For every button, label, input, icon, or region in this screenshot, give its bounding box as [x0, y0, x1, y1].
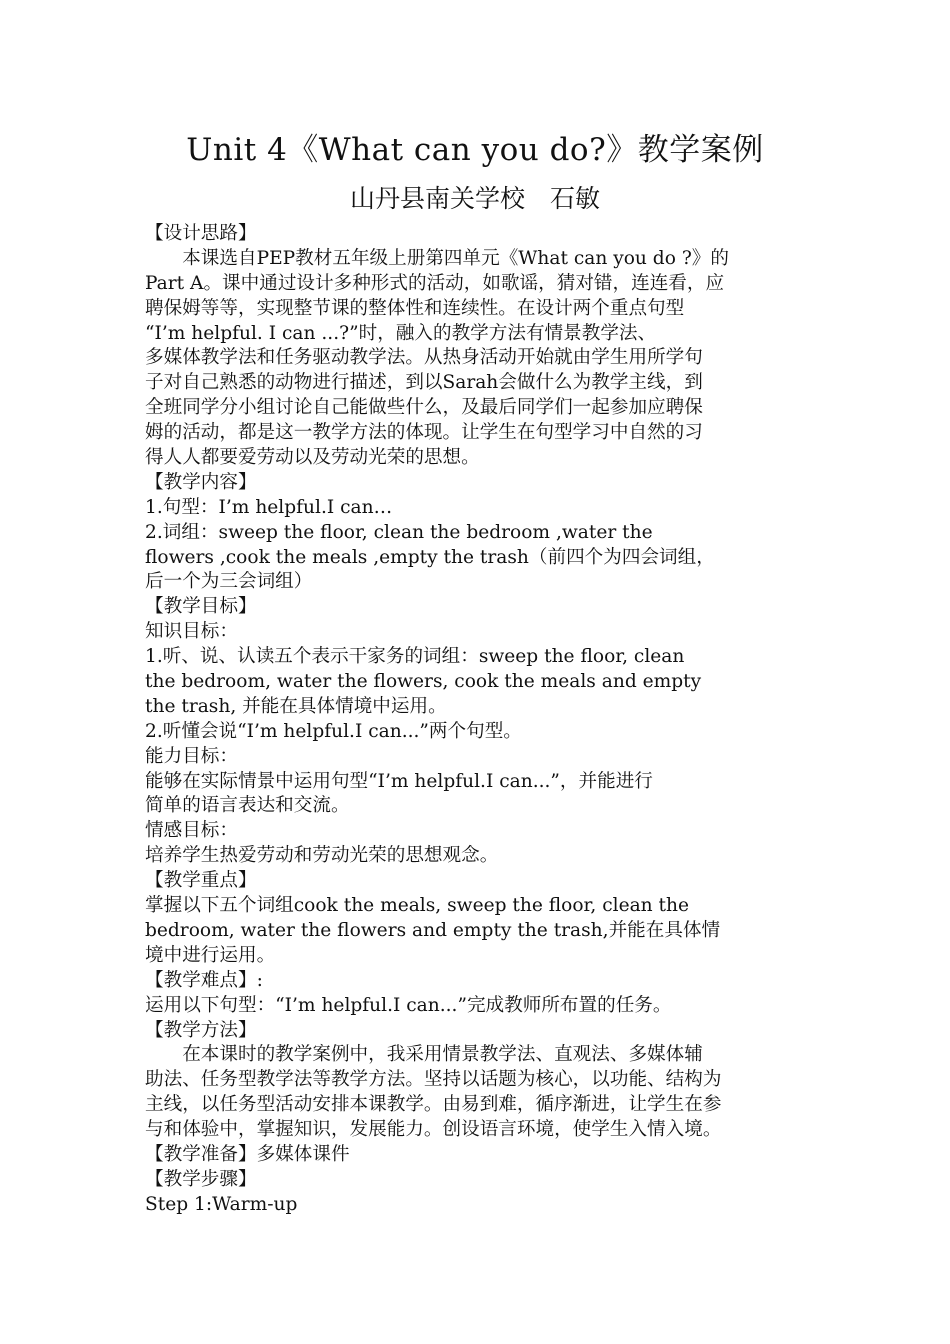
body-line: 2.听懂会说“I’m helpful.I can...”两个句型。 [145, 720, 522, 742]
body-line: 主线，以任务型活动安排本课教学。由易到难，循序渐进，让学生在参 [145, 1094, 722, 1116]
document-body [145, 222, 825, 1218]
body-line: 境中进行运用。 [145, 944, 276, 966]
body-line: flowers ,cook the meals ,empty the trash（前四个为四会词组， [145, 546, 715, 568]
body-line: 知识目标： [145, 621, 238, 643]
body-line: 聘保姆等等，实现整节课的整体性和连续性。在设计两个重点句型 [145, 297, 685, 319]
body-line: 【教学准备】多媒体课件 [145, 1143, 350, 1165]
body-line: 在本课时的教学案例中，我采用情景教学法、直观法、多媒体辅 [145, 1044, 703, 1066]
body-line: Part A。课中通过设计多种形式的活动，如歌谣，猜对错，连连看，应 [145, 272, 725, 294]
body-line: 助法、任务型教学法等教学方法。坚持以话题为核心，以功能、结构为 [145, 1069, 722, 1091]
body-line: 1.句型：I’m helpful.I can… [145, 496, 393, 518]
body-line: 【教学步骤】 [145, 1168, 257, 1190]
body-line: Step 1:Warm-up [145, 1193, 298, 1215]
body-line: 得人人都要爱劳动以及劳动光荣的思想。 [145, 447, 480, 469]
body-line: 能力目标： [145, 745, 238, 767]
body-line: 1.听、说、认读五个表示干家务的词组：sweep the floor, clean [145, 646, 685, 668]
body-line: 本课选自PEP教材五年级上册第四单元《What can you do ?》的 [145, 247, 729, 269]
body-line: 姆的活动，都是这一教学方法的体现。让学生在句型学习中自然的习 [145, 422, 703, 444]
body-line: 【教学目标】 [145, 596, 257, 618]
body-line: 【教学难点】: [145, 969, 263, 991]
body-line: 后一个为三会词组） [145, 571, 313, 593]
body-line: 运用以下句型：“I’m helpful.I can...”完成教师所布置的任务。 [145, 994, 672, 1016]
body-line: 2.词组：sweep the floor, clean the bedroom ,water the [145, 521, 653, 543]
body-line: 【教学重点】 [145, 870, 257, 892]
author-line: 山丹县南关学校 石敏 [349, 184, 600, 213]
body-line: 多媒体教学法和任务驱动教学法。从热身活动开始就由学生用所学句 [145, 347, 703, 369]
body-line: 培养学生热爱劳动和劳动光荣的思想观念。 [145, 845, 499, 867]
body-line: 简单的语言表达和交流。 [145, 795, 350, 817]
document-title: Unit 4《What can you do?》教学案例 [186, 132, 764, 168]
body-line: 【设计思路】 [145, 223, 257, 244]
body-line: 【教学方法】 [145, 1019, 257, 1041]
body-line: 【教学内容】 [145, 471, 257, 493]
body-line: “I’m helpful. I can ...?”时，融入的教学方法有情景教学法、 [145, 322, 657, 344]
body-line: 情感目标： [145, 820, 238, 842]
body-line: 掌握以下五个词组cook the meals, sweep the floor, clean the [145, 895, 690, 917]
body-line: 子对自己熟悉的动物进行描述，到以Sarah会做什么为教学主线，到 [145, 372, 703, 394]
body-line: the trash, 并能在具体情境中运用。 [145, 695, 447, 717]
body-line: 能够在实际情景中运用句型“I’m helpful.I can...”，并能进行 [145, 770, 653, 792]
body-line: bedroom, water the flowers and empty the trash,并能在具体情 [145, 919, 721, 941]
body-line: 全班同学分小组讨论自己能做些什么，及最后同学们一起参加应聘保 [145, 397, 703, 419]
body-line: the bedroom, water the flowers, cook the meals and empty [145, 671, 702, 693]
body-line: 与和体验中，掌握知识，发展能力。创设语言环境，使学生入情入境。 [145, 1119, 722, 1141]
